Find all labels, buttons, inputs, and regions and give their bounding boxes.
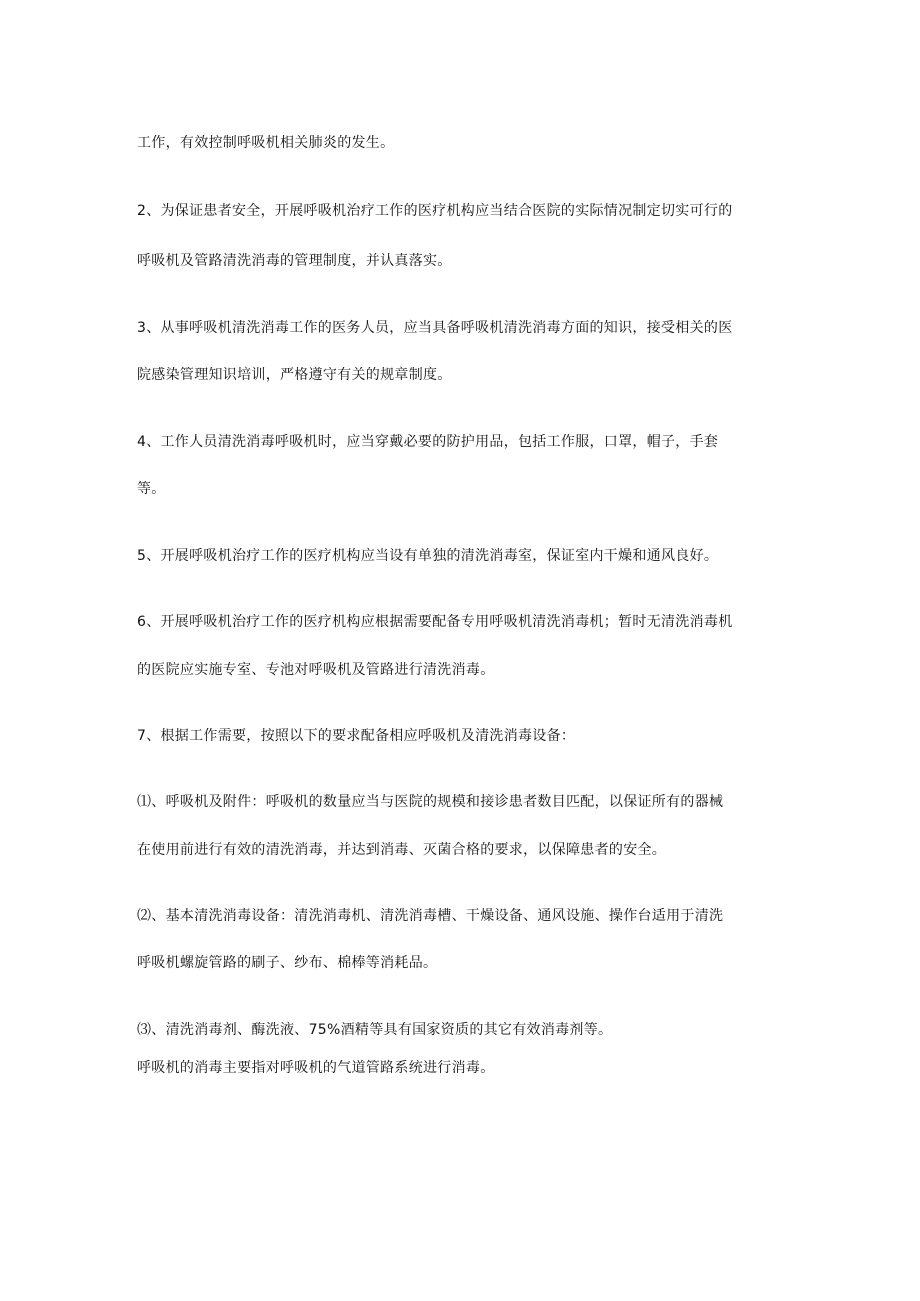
text-line: 呼吸机及管路清洗消毒的管理制度，并认真落实。 <box>137 253 452 269</box>
text-line: 在使用前进行有效的清洗消毒，并达到消毒、灭菌合格的要求，以保障患者的安全。 <box>137 842 667 858</box>
text-line: 工作，有效控制呼吸机相关肺炎的发生。 <box>137 135 395 151</box>
text-line: 3、从事呼吸机清洗消毒工作的医务人员，应当具备呼吸机清洗消毒方面的知识，接受相关的医 <box>137 320 733 336</box>
text-line: 4、工作人员清洗消毒呼吸机时，应当穿戴必要的防护用品，包括工作服，口罩，帽子，手套 <box>137 434 719 450</box>
text-line: 的医院应实施专室、专池对呼吸机及管路进行清洗消毒。 <box>137 662 495 678</box>
text-line: ⑵、基本清洗消毒设备：清洗消毒机、清洗消毒槽、干燥设备、通风设施、操作台适用于清洗 <box>137 908 724 924</box>
text-line: ⑴、呼吸机及附件：呼吸机的数量应当与医院的规模和接诊患者数目匹配，以保证所有的器械 <box>137 794 724 810</box>
text-line: 等。 <box>137 481 166 497</box>
text-line: ⑶、清洗消毒剂、酶洗液、75%酒精等具有国家资质的其它有效消毒剂等。 <box>137 1022 613 1038</box>
text-line: 呼吸机螺旋管路的刷子、纱布、棉棒等消耗品。 <box>137 955 438 971</box>
text-line: 呼吸机的消毒主要指对呼吸机的气道管路系统进行消毒。 <box>137 1060 495 1076</box>
text-line: 7、根据工作需要，按照以下的要求配备相应呼吸机及清洗消毒设备： <box>137 728 576 744</box>
text-line: 2、为保证患者安全，开展呼吸机治疗工作的医疗机构应当结合医院的实际情况制定切实可行的 <box>137 203 733 219</box>
text-line: 院感染管理知识培训，严格遵守有关的规章制度。 <box>137 367 452 383</box>
text-line: 6、开展呼吸机治疗工作的医疗机构应根据需要配备专用呼吸机清洗消毒机；暂时无清洗消毒机 <box>137 614 733 630</box>
text-line: 5、开展呼吸机治疗工作的医疗机构应当设有单独的清洗消毒室，保证室内干燥和通风良好。 <box>137 548 719 564</box>
